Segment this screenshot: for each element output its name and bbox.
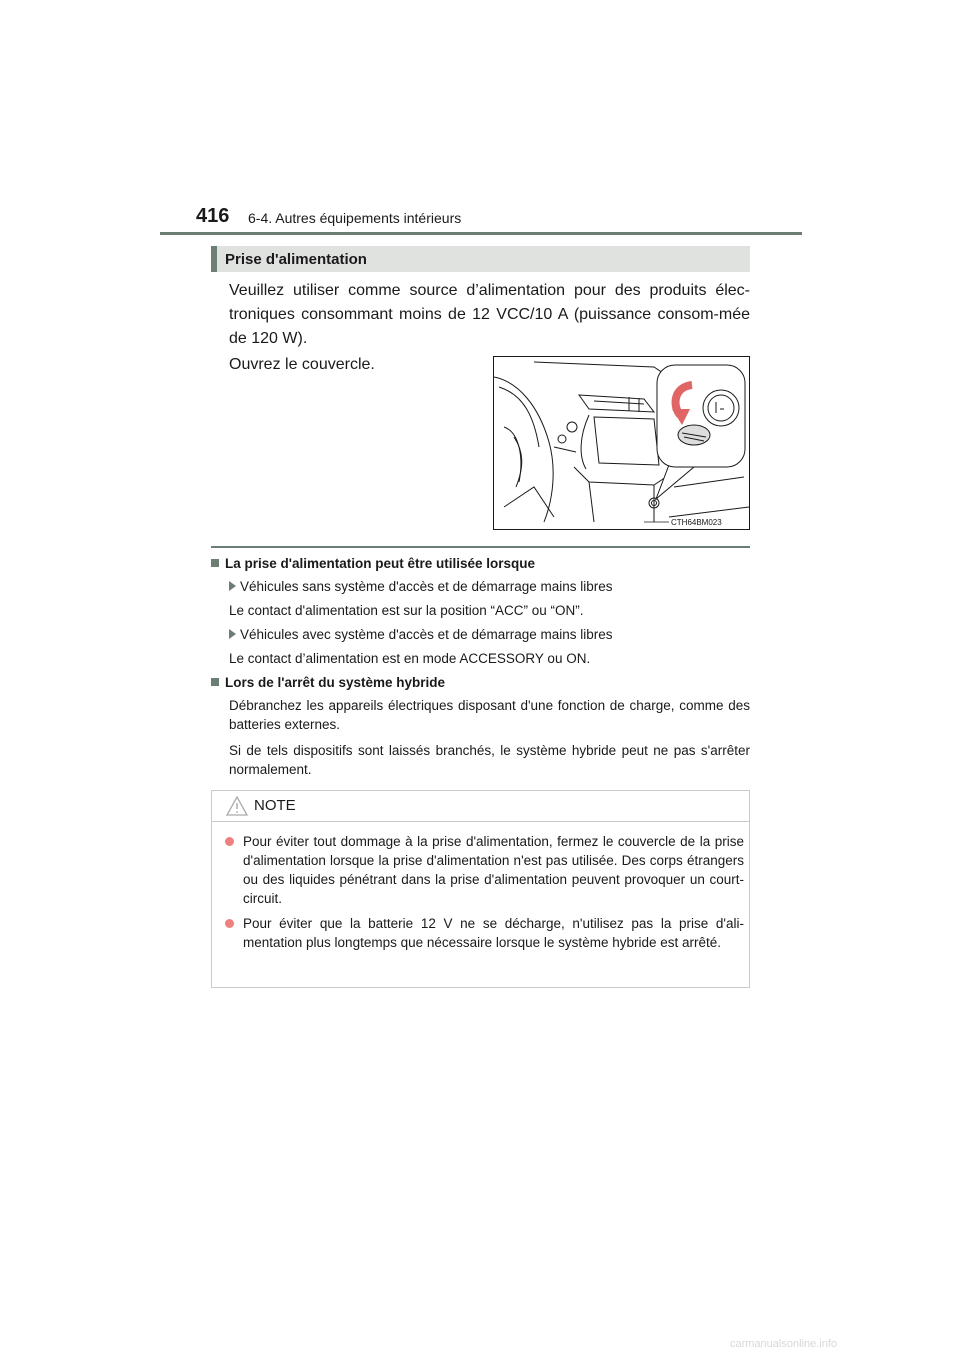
case-without-smart-key-text: Le contact d'alimentation est sur la position “ACC” ou “ON”. bbox=[229, 603, 584, 618]
note-title: NOTE bbox=[254, 797, 296, 814]
usable-heading: La prise d'alimentation peut être utilisée lorsque bbox=[211, 556, 535, 571]
note-item: Pour éviter tout dommage à la prise d'alimentation, fermez le couvercle de la prise d'alimentation lorsque la prise d'alimentation n'est pas utilisée. Des corps étrangers ou des liquides pénétrant dans la prise d'alimentation peuvent provoquer un court-circuit. bbox=[228, 832, 744, 908]
hybrid-paragraph-2: Si de tels dispositifs sont laissés branchés, le système hybride peut ne pas s'arrêter normalement. bbox=[229, 743, 750, 777]
square-bullet-icon bbox=[211, 678, 219, 686]
case-with-smart-key-text: Le contact d’alimentation est en mode ACCESSORY ou ON. bbox=[229, 651, 591, 666]
bullet-dot-icon bbox=[225, 837, 234, 846]
power-outlet-illustration bbox=[493, 356, 750, 530]
bullet-dot-icon bbox=[225, 919, 234, 928]
section-title: 6-4. Autres équipements intérieurs bbox=[248, 210, 462, 226]
case-with-smart-key: Véhicules avec système d'accès et de démarrage mains libres bbox=[229, 627, 613, 642]
hybrid-paragraph-1: Débranchez les appareils électriques disposant d'une fonction de charge, comme des batteries externes. bbox=[229, 698, 750, 732]
triangle-bullet-icon bbox=[229, 581, 236, 591]
note-header-divider bbox=[211, 821, 750, 822]
heading-accent-bar bbox=[211, 246, 217, 272]
intro-paragraph: Veuillez utiliser comme source d’alimentation pour des produits élec-troniques consommant moins de 12 VCC/10 A (puissance consom-mée de 120 W). bbox=[229, 282, 750, 347]
case-without-smart-key: Véhicules sans système d'accès et de démarrage mains libres bbox=[229, 579, 613, 594]
page-heading: Prise d'alimentation bbox=[225, 251, 367, 268]
square-bullet-icon bbox=[211, 559, 219, 567]
triangle-bullet-icon bbox=[229, 629, 236, 639]
warning-icon bbox=[226, 796, 248, 816]
dashboard-drawing bbox=[494, 357, 749, 529]
watermark: carmanualsonline.info bbox=[730, 1338, 838, 1350]
illustration-code: CTH64BM023 bbox=[671, 518, 722, 527]
page-number: 416 bbox=[196, 205, 230, 227]
note-item: Pour éviter que la batterie 12 V ne se décharge, n'utilisez pas la prise d'ali-mentation plus longtemps que nécessaire lorsque le système hybride est arrêté. bbox=[228, 914, 744, 952]
hybrid-heading: Lors de l'arrêt du système hybride bbox=[211, 675, 445, 690]
step-instruction: Ouvrez le couvercle. bbox=[229, 356, 375, 373]
header-divider bbox=[160, 232, 802, 235]
section-divider bbox=[211, 546, 750, 548]
